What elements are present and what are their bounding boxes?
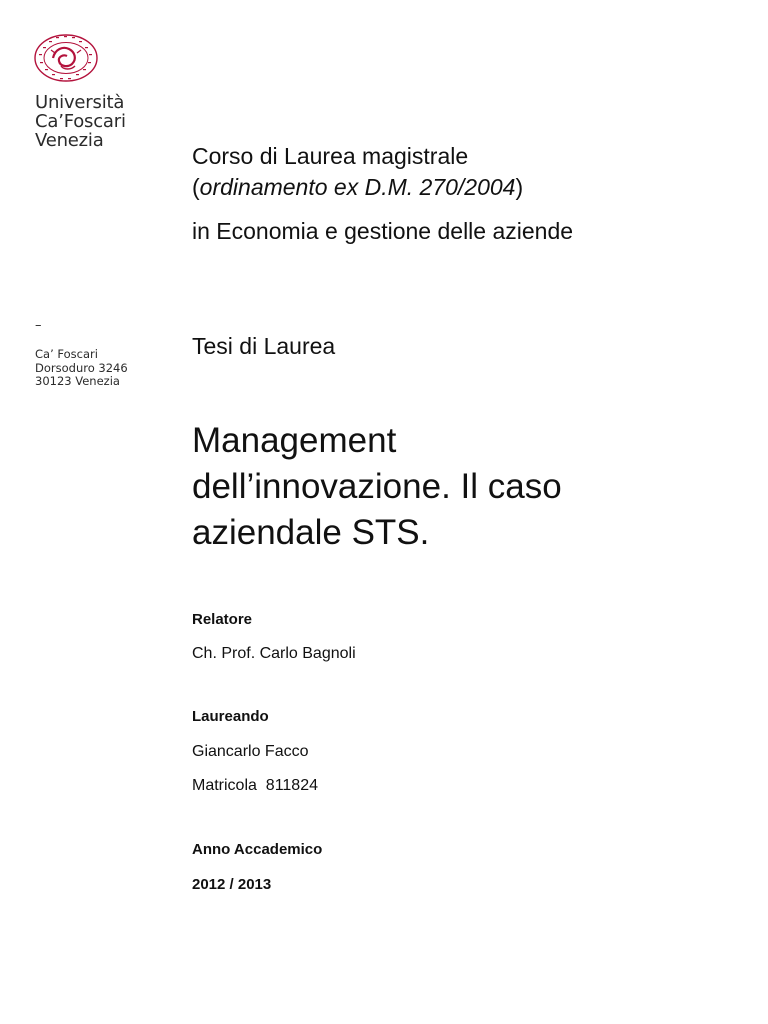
address-line: 30123 Venezia [35, 374, 120, 388]
ca-foscari-seal-icon [33, 33, 99, 83]
relatore-label: Relatore [192, 611, 253, 628]
thesis-title: Management dell’innovazione. Il caso aziendale STS. [192, 421, 562, 552]
thesis-type: Tesi di Laurea [192, 333, 336, 359]
address-block [35, 348, 128, 389]
course-ordinamento [192, 172, 752, 202]
course-title: Corso di Laurea magistrale [192, 143, 469, 169]
paren-close: ) [515, 174, 524, 200]
course-subject: in Economia e gestione delle aziende [192, 218, 574, 244]
anno-accademico-label: Anno Accademico [192, 841, 323, 858]
university-name [35, 93, 126, 150]
anno-accademico-value: 2012 / 2013 [192, 876, 272, 893]
university-name-line: Venezia [35, 130, 104, 151]
address-line: Ca’ Foscari [35, 347, 98, 361]
paren-open: ( [192, 174, 200, 200]
university-name-line: Università [35, 92, 125, 113]
laureando-name: Giancarlo Facco [192, 743, 309, 760]
matricola: Matricola 811824 [192, 777, 318, 794]
relatore-name: Ch. Prof. Carlo Bagnoli [192, 645, 356, 662]
laureando-label: Laureando [192, 708, 269, 725]
address-line: Dorsoduro 3246 [35, 360, 128, 375]
university-name-line: Ca’Foscari [35, 111, 126, 132]
ordinamento-text: ordinamento ex D.M. 270/2004 [199, 174, 516, 200]
address-dash: – [35, 318, 42, 333]
